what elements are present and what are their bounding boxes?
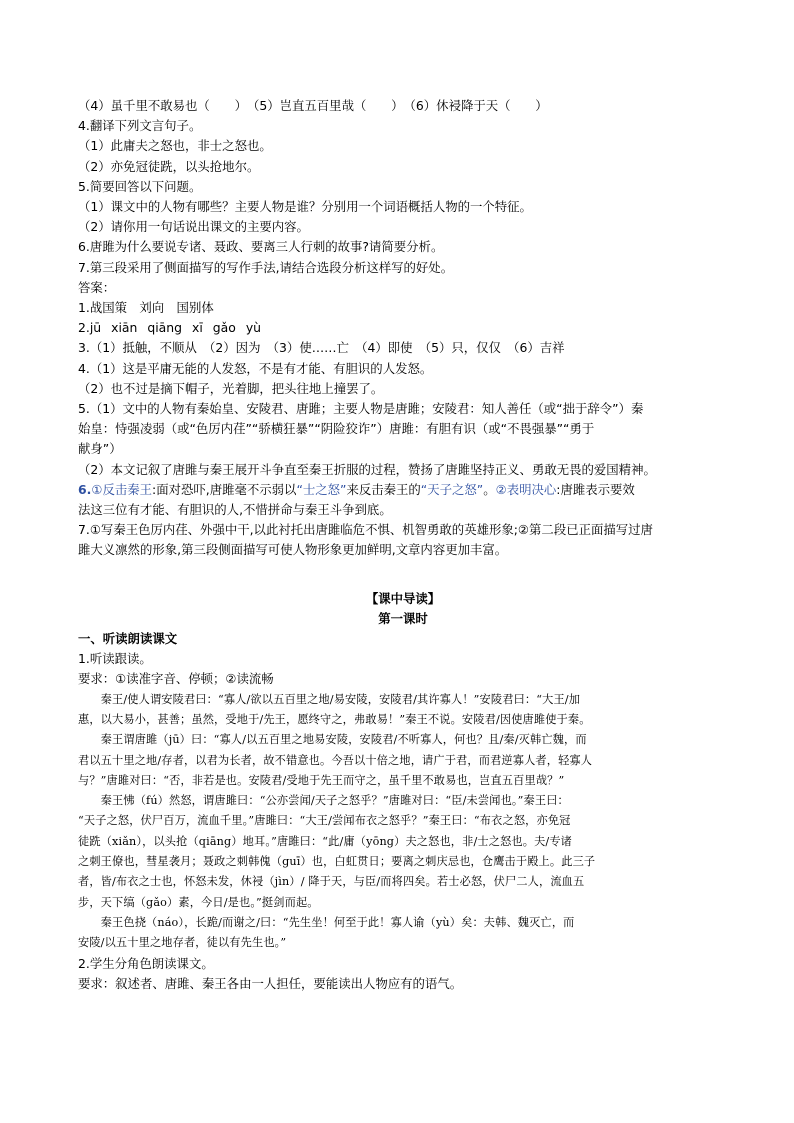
passage-line: 惠，以大易小，甚善；虽然，受地于/先王，愿终守之，弗敢易！”秦王不说。安陵君/因使唐雎使于秦。 <box>78 712 591 726</box>
pinyin: xiān <box>111 320 138 336</box>
answers-label: 答案： <box>78 279 116 295</box>
answer-line-6 <box>78 480 728 500</box>
section-heading: 一、听读朗读课文 <box>78 631 178 647</box>
answer-line: 始皇：恃强凌弱（或“色厉内荏”“骄横狂暴”“阴险狡诈”）唐雎：有胆有识（或“不畏强暴”“勇于 <box>78 421 595 437</box>
answer-pinyin-line <box>78 318 728 338</box>
question-line: （1）此庸夫之怒也，非士之怒也。 <box>78 138 272 154</box>
pinyin: gǎo <box>212 320 236 336</box>
passage-line: 步，天下缟（gǎo）素，今日/是也。”挺剑而起。 <box>78 895 319 909</box>
requirement-line: 要求：叙述者、唐雎、秦王各由一人担任，要能读出人物应有的语气。 <box>78 975 463 991</box>
highlight-text: “士之怒” <box>296 481 347 497</box>
question-line: （2）亦免冠徒跣，以头抢地尔。 <box>78 158 260 174</box>
passage-line: 秦王色挠（náo），长跪/而谢之/曰：“先生坐！何至于此！寡人谕（yù）矣：夫韩、魏灭亡，而 <box>78 915 575 929</box>
highlight-text: ②表明决心 <box>495 481 557 497</box>
answer-line: 1.战国策 刘向 国别体 <box>78 300 214 316</box>
step-line: 2.学生分角色朗读课文。 <box>78 955 214 971</box>
answer-line: 献身”） <box>78 441 122 457</box>
passage-text <box>78 690 728 954</box>
passage-line: 秦王怫（fú）然怒，谓唐雎曰：“公亦尝闻/天子之怒乎？”唐雎对曰：“臣/未尝闻也。”秦王曰： <box>78 794 569 808</box>
section-title: 【课中导读】 <box>365 590 441 606</box>
answer-line: 7.①写秦王色厉内荏、外强中干,以此衬托出唐雎临危不惧、机智勇敢的英雄形象;②第二段已正面描写过唐 <box>78 522 653 538</box>
answer-number: 6. <box>78 481 92 497</box>
passage-line: 之刺王僚也，彗星袭月；聂政之刺韩傀（guī）也，白虹贯日；要离之刺庆忌也，仓鹰击于殿上。此三子 <box>78 855 596 869</box>
pinyin: jū <box>89 320 102 336</box>
passage-line: 者，皆/布衣之士也，怀怒未发，休祲（jìn）/ 降于天，与臣/而将四矣。若士必怒，伏尸二人，流血五 <box>78 875 585 889</box>
highlight-text: “天子之怒” <box>420 481 484 497</box>
answer-text: 。 <box>483 481 496 497</box>
answer-line: 4.（1）这是平庸无能的人发怒，不是有才能、有胆识的人发怒。 <box>78 360 433 376</box>
document-page <box>78 96 728 994</box>
question-line: 5.简要回答以下问题。 <box>78 178 202 194</box>
pinyin: qiāng <box>147 320 182 336</box>
answer-text: 来反击秦王的 <box>346 481 421 497</box>
answer-text: :唐雎表示要效 <box>556 481 635 497</box>
question-line: 4.翻译下列文言句子。 <box>78 118 202 134</box>
passage-line: 秦王/使人谓安陵君曰：“寡人/欲以五百里之地/易安陵，安陵君/其许寡人！”安陵君曰：“大王/加 <box>78 692 581 706</box>
answer-line: （2）本文记叙了唐雎与秦王展开斗争直至秦王折服的过程，赞扬了唐雎坚持正义、勇敢无畏的爱国精神。 <box>78 461 656 477</box>
highlight-text: ①反击秦王 <box>91 481 153 497</box>
question-line: （4）虽千里不敢易也（ ） （5）岂直五百里哉（ ） （6）休祲降于天（ ） <box>78 98 548 113</box>
question-line: （1）课文中的人物有哪些？主要人物是谁？分别用一个词语概括人物的一个特征。 <box>78 199 532 215</box>
section-subtitle: 第一课时 <box>378 610 428 626</box>
pinyin: yù <box>245 320 261 336</box>
answer-text: :面对恐吓,唐雎毫不示弱以 <box>152 481 297 497</box>
answer-number: 2. <box>78 320 90 336</box>
question-line: 7.第三段采用了侧面描写的写作手法,请结合选段分析这样写的好处。 <box>78 259 454 275</box>
question-line: （2）请你用一句话说出课文的主要内容。 <box>78 219 309 235</box>
answer-line: （2）也不过是摘下帽子，光着脚，把头往地上撞罢了。 <box>78 380 384 396</box>
question-line: 6.唐雎为什么要说专诸、聂政、要离三人行刺的故事?请简要分析。 <box>78 239 444 255</box>
answer-line: 法这三位有才能、有胆识的人,不惜拼命与秦王斗争到底。 <box>78 502 392 518</box>
passage-line: “天子之怒，伏尸百万，流血千里。”唐雎曰：“大王/尝闻布衣之怒乎？”秦王曰：“布衣之怒，亦免冠 <box>78 814 571 828</box>
step-line: 1.听读跟读。 <box>78 651 152 667</box>
passage-line: 安陵/以五十里之地存者，徒以有先生也。” <box>78 936 287 950</box>
passage-line: 徒跣（xiǎn），以头抢（qiāng）地耳。”唐雎曰：“此/庸（yōng）夫之怒也，非/士之怒也。夫/专诸 <box>78 834 573 848</box>
answer-line: 3.（1）抵触，不顺从 （2）因为 （3）使……亡 （4）即使 （5）只，仅仅 （6）吉祥 <box>78 340 565 356</box>
passage-line: 秦王谓唐雎（jū）曰：“寡人/以五百里之地易安陵，安陵君/不听寡人，何也？且/秦/灭韩亡魏，而 <box>78 733 587 747</box>
pinyin: xī <box>191 320 203 336</box>
requirement-line: 要求：①读准字音、停顿；②读流畅 <box>78 671 274 687</box>
passage-line: 与？”唐雎对曰：“否，非若是也。安陵君/受地于先王而守之，虽千里不敢易也，岂直五百里哉？” <box>78 773 565 787</box>
answer-line: 5.（1）文中的人物有秦始皇、安陵君、唐雎；主要人物是唐雎；安陵君：知人善任（或“拙于辞令”）秦 <box>78 401 644 417</box>
passage-line: 君以五十里之地/存者，以君为长者，故不错意也。今吾以十倍之地，请广于君，而君逆寡人者，轻寡人 <box>78 753 593 767</box>
answer-line: 雎大义凛然的形象,第三段侧面描写可使人物形象更加鲜明,文章内容更加丰富。 <box>78 542 508 558</box>
